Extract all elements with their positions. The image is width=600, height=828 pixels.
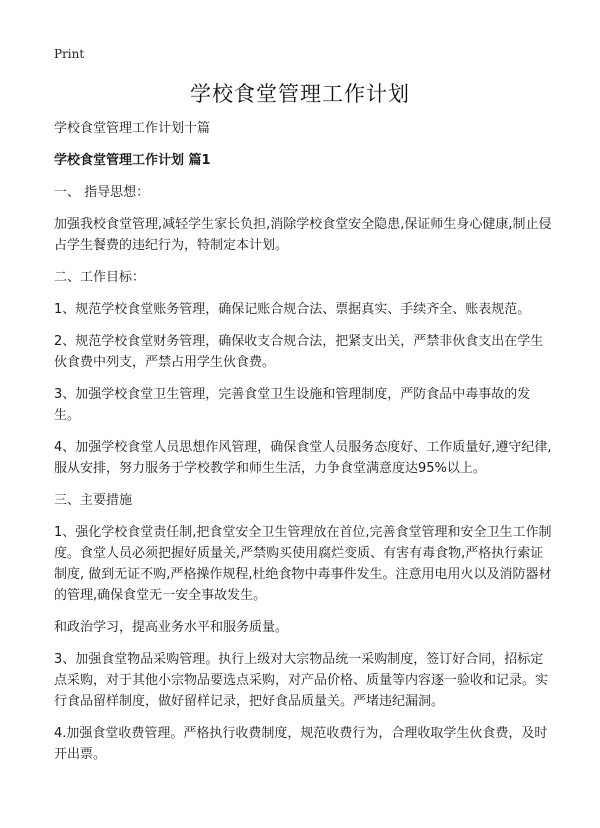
section-title: 学校食堂管理工作计划 篇1 (54, 153, 211, 168)
print-label: Print (54, 47, 85, 61)
paragraph-goals-heading: 二、工作目标： (54, 270, 146, 285)
paragraph-goal-2: 2、规范学校食堂财务管理，确保收支合规合法，把紧支出关，严禁非伙食支出在学生伙食费中列支，严禁占用学生伙食费。 (54, 334, 544, 370)
paragraph-goal-4: 4、加强学校食堂人员思想作风管理，确保食堂人员服务态度好、工作质量好,遵守纪律,服从安排，努力服务于学校教学和师生生活，力争食堂满意度达95%以上。 (54, 440, 552, 476)
paragraph-measure-3: 3、加强食堂物品采购管理。执行上级对大宗物品统一采购制度，签订好合同，招标定点采购，对于其他小宗物品要选点采购，对产品价格、质量等内容逐一验收和记录。实行食品留样制度，做好留样记录，把好食品质量关。严堵违纪漏洞。 (54, 652, 549, 709)
document-body (54, 118, 554, 776)
paragraph-measure-1: 1、强化学校食堂责任制,把食堂安全卫生管理放在首位,完善食堂管理和安全卫生工作制度。食堂人员必须把握好质量关,严禁购买使用腐烂变质、有害有毒食物,严格执行索证制度, 做到无证不购,严格操作规程,杜绝食物中毒事件发生。注意用电用火以及消防器材的管理,确保食堂无一安全事故发生。 (54, 525, 552, 603)
document-subtitle: 学校食堂管理工作计划十篇 (54, 121, 211, 136)
paragraph-measure-4: 4.加强食堂收费管理。严格执行收费制度，规范收费行为，合理收取学生伙食费，及时开出票。 (54, 726, 548, 762)
paragraph-goal-1: 1、规范学校食堂账务管理，确保记账合规合法、票据真实、手续齐全、账表规范。 (54, 302, 531, 317)
paragraph-goal-3: 3、加强学校食堂卫生管理，完善食堂卫生设施和管理制度，严防食品中毒事故的发生。 (54, 387, 531, 423)
paragraph-guiding-text: 加强我校食堂管理,减轻学生家长负担,消除学校食堂安全隐患,保证师生身心健康,制止侵占学生餐费的违纪行为，特制定本计划。 (54, 217, 552, 253)
paragraph-guiding-heading: 一、 指导思想： (54, 185, 150, 200)
paragraph-measures-heading: 三、主要措施 (54, 493, 133, 508)
paragraph-measure-2-fragment: 和政治学习，提高业务水平和服务质量。 (54, 620, 289, 635)
page-title: 学校食堂管理工作计划 (190, 82, 410, 106)
